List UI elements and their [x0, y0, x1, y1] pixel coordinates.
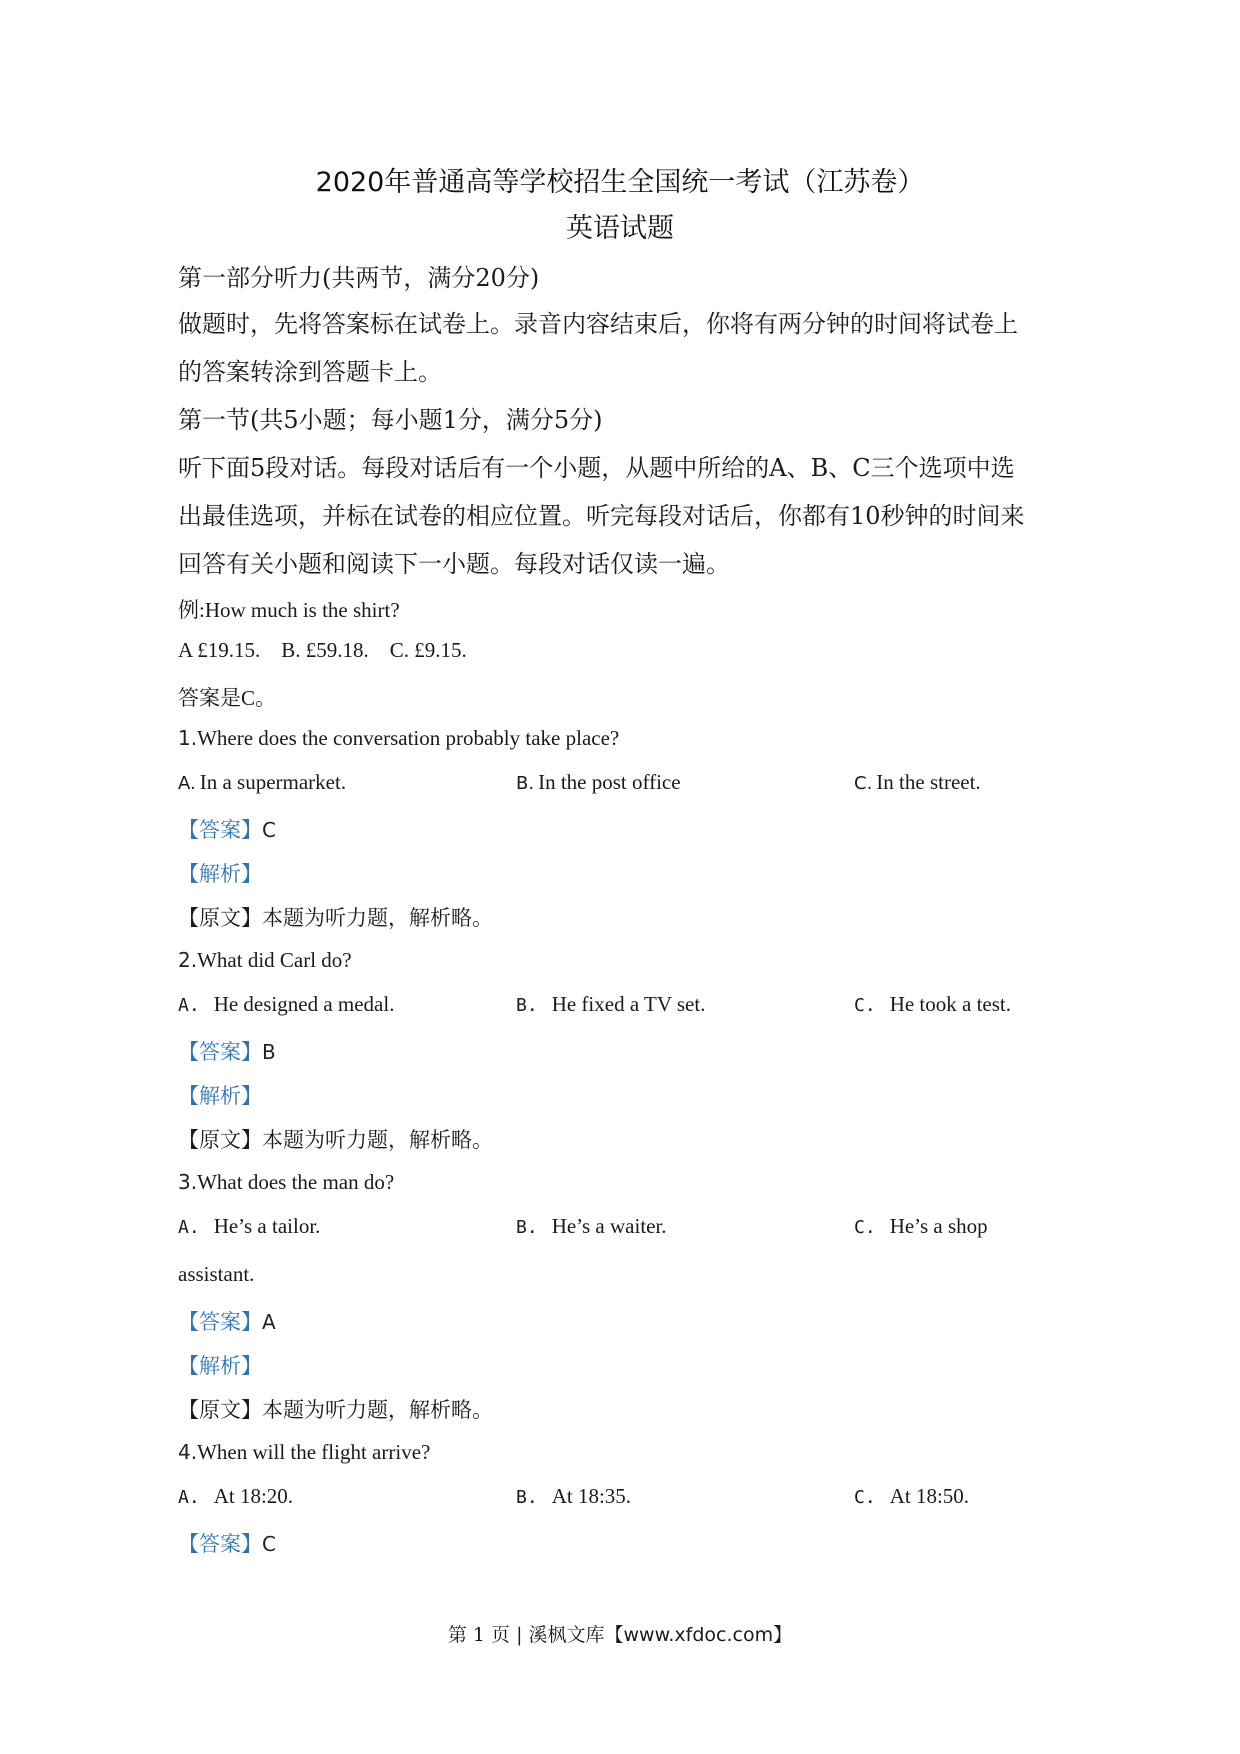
option-c-continued: assistant.: [178, 1262, 255, 1286]
instruction-line: 的答案转涂到答题卡上。: [178, 358, 442, 386]
original-text-note: 【原文】本题为听力题，解析略。: [178, 1128, 493, 1152]
page-number: 第 1 页 | 溪枫文库: [447, 1624, 605, 1646]
option-b: B. In the post office: [516, 770, 681, 794]
example-question: 例:How much is the shirt?: [178, 598, 400, 622]
option-a: A. He designed a medal.: [178, 992, 395, 1016]
option-c: C. He took a test.: [854, 992, 1011, 1016]
question-2: 2.What did Carl do?: [178, 948, 352, 972]
instruction-line: 回答有关小题和阅读下一小题。每段对话仅读一遍。: [178, 550, 730, 578]
part-heading: 第一部分听力(共两节，满分20分): [178, 264, 540, 292]
option-b: B. He fixed a TV set.: [516, 992, 706, 1016]
instruction-line: 出最佳选项，并标在试卷的相应位置。听完每段对话后，你都有10秒钟的时间来: [178, 502, 1025, 530]
instruction-line: 听下面5段对话。每段对话后有一个小题，从题中所给的A、B、C三个选项中选: [178, 454, 1015, 482]
question-4: 4.When will the flight arrive?: [178, 1440, 431, 1464]
instruction-line: 做题时，先将答案标在试卷上。录音内容结束后，你将有两分钟的时间将试卷上: [178, 310, 1018, 338]
answer-line: 【答案】A: [178, 1310, 276, 1334]
analysis-label: 【解析】: [178, 862, 262, 886]
section-heading: 第一节(共5小题；每小题1分，满分5分): [178, 406, 603, 434]
question-number: 1.: [178, 726, 198, 750]
answer-line: 【答案】B: [178, 1040, 276, 1064]
analysis-label: 【解析】: [178, 1354, 262, 1378]
example-options: A £19.15. B. £59.18. C. £9.15.: [178, 638, 467, 662]
example-answer: 答案是C。: [178, 686, 277, 710]
exam-subtitle: 英语试题: [566, 213, 674, 244]
option-a: A. In a supermarket.: [178, 770, 347, 794]
option-a: A. At 18:20.: [178, 1484, 294, 1508]
option-c: C. In the street.: [854, 770, 981, 794]
site-link[interactable]: 【www.xfdoc.com】: [604, 1624, 793, 1646]
question-3: 3.What does the man do?: [178, 1170, 395, 1194]
option-a: A. He’s a tailor.: [178, 1214, 321, 1238]
answer-line: 【答案】C: [178, 1532, 276, 1556]
answer-line: 【答案】C: [178, 818, 276, 842]
option-b: B. At 18:35.: [516, 1484, 632, 1508]
question-text: Where does the conversation probably take place?: [197, 726, 620, 750]
exam-title: 2020年普通高等学校招生全国统一考试（江苏卷）: [315, 167, 925, 198]
option-c: C. He’s a shop: [854, 1214, 988, 1238]
page-footer: [0, 1620, 1240, 1647]
option-c: C. At 18:50.: [854, 1484, 970, 1508]
original-text-note: 【原文】本题为听力题，解析略。: [178, 906, 493, 930]
question-1: [178, 726, 619, 751]
original-text-note: 【原文】本题为听力题，解析略。: [178, 1398, 493, 1422]
analysis-label: 【解析】: [178, 1084, 262, 1108]
option-b: B. He’s a waiter.: [516, 1214, 667, 1238]
